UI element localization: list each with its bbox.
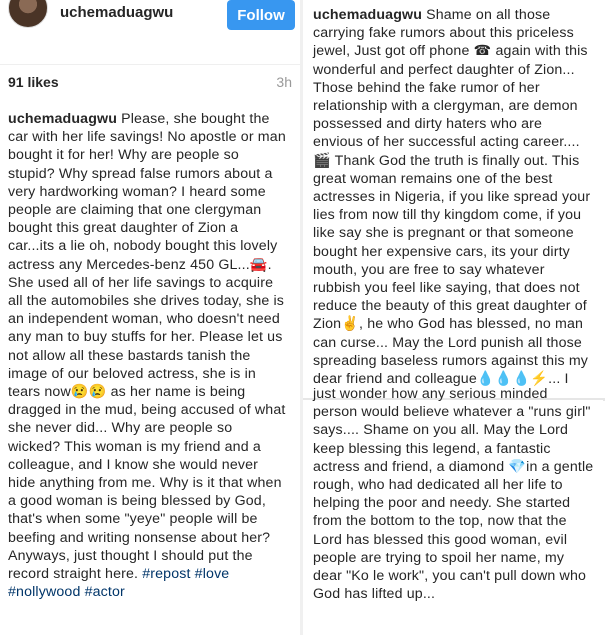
- caption-text: Please, she bought the car with her life savings! No apostle or man bought it for her! Why are people so stupid? Why spread false rumors about a very hardworking woman? I heard some people are claiming that one clergyman bought this great daughter of Zion a car...its a lie oh, nobody bought this lovely actress any Mercedes-benz 450 GL...🚘. She used all of her life savings to acquire all the automobiles she drives today, she is an independent woman, who doesn't need any man to buy stuffs for her. Please let us not allow all these bastards tanish the image of our beloved actress, she is in tears now😢😢 as her name is being dragged in the mud, being accused of what she never did... Why are people so wicked? This woman is my friend and a colleague, and I know she would never hide anything from me. Why is it that when a good woman is being blessed by God, that's when some "yeye" people will be beefing and writing nonsense about her? Anyways, just thought I should put the record straight here.: [8, 111, 286, 583]
- caption-text: Shame on all those carrying fake rumors about this priceless jewel, Just got off phone ☎ again with this wonderful and perfect daughter of Zion... Those behind the fake rumor of her relationship with a clergyman, are demon possessed and dirty haters who are envious of her successful acting career....🎬 Thank God the truth is finally out. This great woman remains one of the best actresses in Nigeria, if you like spread your lies from now till thy kingdom come, if you like say she is pregnant or that someone bought her expensive cars, its your dirty mouth, you are free to say whatever rubbish you feel like saying, that does not reduce the beauty of this great daughter of Zion✌, he who God has blessed, no man can curse... May the Lord punish all those spreading baseless rumors against this my dear friend and colleague💧💧💧⚡... I: [313, 7, 591, 388]
- likes-count[interactable]: 91 likes: [8, 74, 59, 90]
- username-link[interactable]: uchemaduagwu: [60, 4, 174, 21]
- caption-right-top: [313, 6, 595, 388]
- caption-right-bottom: [313, 385, 595, 603]
- caption-text: just wonder how any serious minded person would believe whatever a "runs girl" says.... Shame on you all. May the Lord keep blessing this legend, a fantastic actress and friend, a diamond 💎in a gentle rough, who had dedicated all her life to helping the poor and needy. She started from the bottom to the top, now that the Lord has blessed this good woman, evil people are trying to spoil her name, my dear "Ko le work", you can't pull down who God has lifted up...: [313, 386, 594, 603]
- caption-username[interactable]: uchemaduagwu: [313, 7, 423, 23]
- likes-row: [0, 64, 300, 95]
- follow-button[interactable]: Follow: [227, 0, 295, 30]
- post-header: [0, 0, 300, 40]
- post-panel-left: [0, 0, 300, 600]
- caption-left: [8, 110, 288, 601]
- caption-username[interactable]: uchemaduagwu: [8, 111, 118, 127]
- post-time[interactable]: 3h: [276, 74, 292, 90]
- avatar[interactable]: [8, 0, 48, 28]
- hashtags[interactable]: #repost #love #nollywood #actor: [8, 566, 230, 601]
- post-panel-right-bottom: [303, 386, 603, 635]
- post-panel-right-top: [303, 0, 603, 400]
